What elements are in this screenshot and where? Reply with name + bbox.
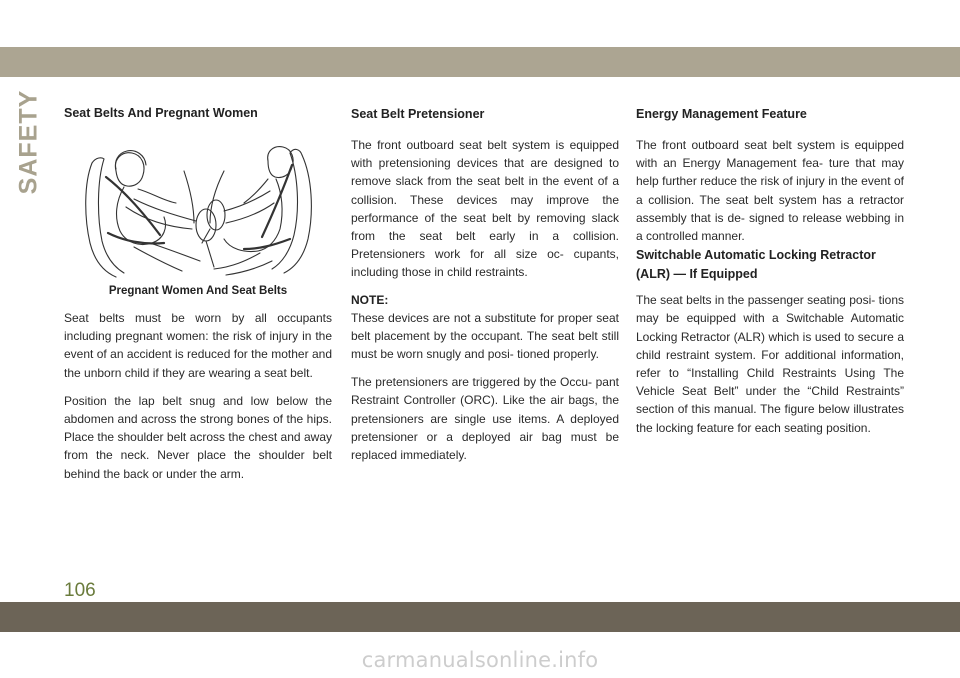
column-right [636, 104, 904, 437]
section-tab [11, 89, 47, 195]
header-band [0, 47, 960, 77]
heading-pregnant-women: Seat Belts And Pregnant Women [64, 106, 258, 120]
heading-energy-management: Energy Management Feature [636, 107, 807, 121]
paragraph: Seat belts must be worn by all occupants including pregnant women: the risk of injury in the event of an accident is reduced for the mother and the unborn child if they are wearing a seat belt. [64, 311, 332, 380]
paragraph: The front outboard seat belt system is equipped with an Energy Management fea- ture that may help further reduce the risk of injury in the event of a collision. The seat belt system has a retractor assembly that is de- signed to release webbing in a controlled manner. [636, 138, 904, 244]
column-left [64, 104, 332, 483]
heading-pretensioner: Seat Belt Pretensioner [351, 107, 485, 121]
paragraph: Position the lap belt snug and low below the abdomen and across the strong bones of the hips. Place the shoulder belt across the chest and away from the neck. Never place the shoulder belt behind the back or under the arm. [64, 393, 332, 481]
watermark: carmanualsonline.info [361, 648, 599, 672]
paragraph: The seat belts in the passenger seating posi- tions may be equipped with a Switchable Automatic Locking Retractor (ALR) which is used to secure a child restraint system. For additional information, refer to “Installing Child Restraints Using The Vehicle Seat Belt” under the “Child Restraints” section of this manual. The figure below illustrates the locking feature for each seating position. [636, 293, 904, 435]
paragraph: The front outboard seat belt system is equipped with pretensioning devices that are designed to remove slack from the seat belt in the event of a collision. These devices may improve the performance of the seat belt by removing slack from the seat belt early in a collision. Pretensioners work for all size oc- cupants, including those in child restraints. [351, 138, 619, 280]
note-label: NOTE: [351, 292, 389, 307]
section-tab-label: SAFETY [14, 89, 43, 195]
page-number: 106 [64, 580, 96, 601]
pregnant-women-illustration [64, 131, 332, 281]
column-middle [351, 104, 619, 464]
figure-caption: Pregnant Women And Seat Belts [108, 285, 288, 297]
footer-band [0, 602, 960, 632]
heading-alr: Switchable Automatic Locking Retractor (ALR) — If Equipped [636, 248, 876, 282]
note-text: These devices are not a substitute for proper seat belt placement by the occupant. The seat belt still must be worn snugly and posi- tioned properly. [351, 310, 619, 362]
paragraph: The pretensioners are triggered by the Occu- pant Restraint Controller (ORC). Like the air bags, the pretensioners are single use items. A deployed pretensioner or a deployed air bag must be replaced immediately. [351, 375, 619, 463]
